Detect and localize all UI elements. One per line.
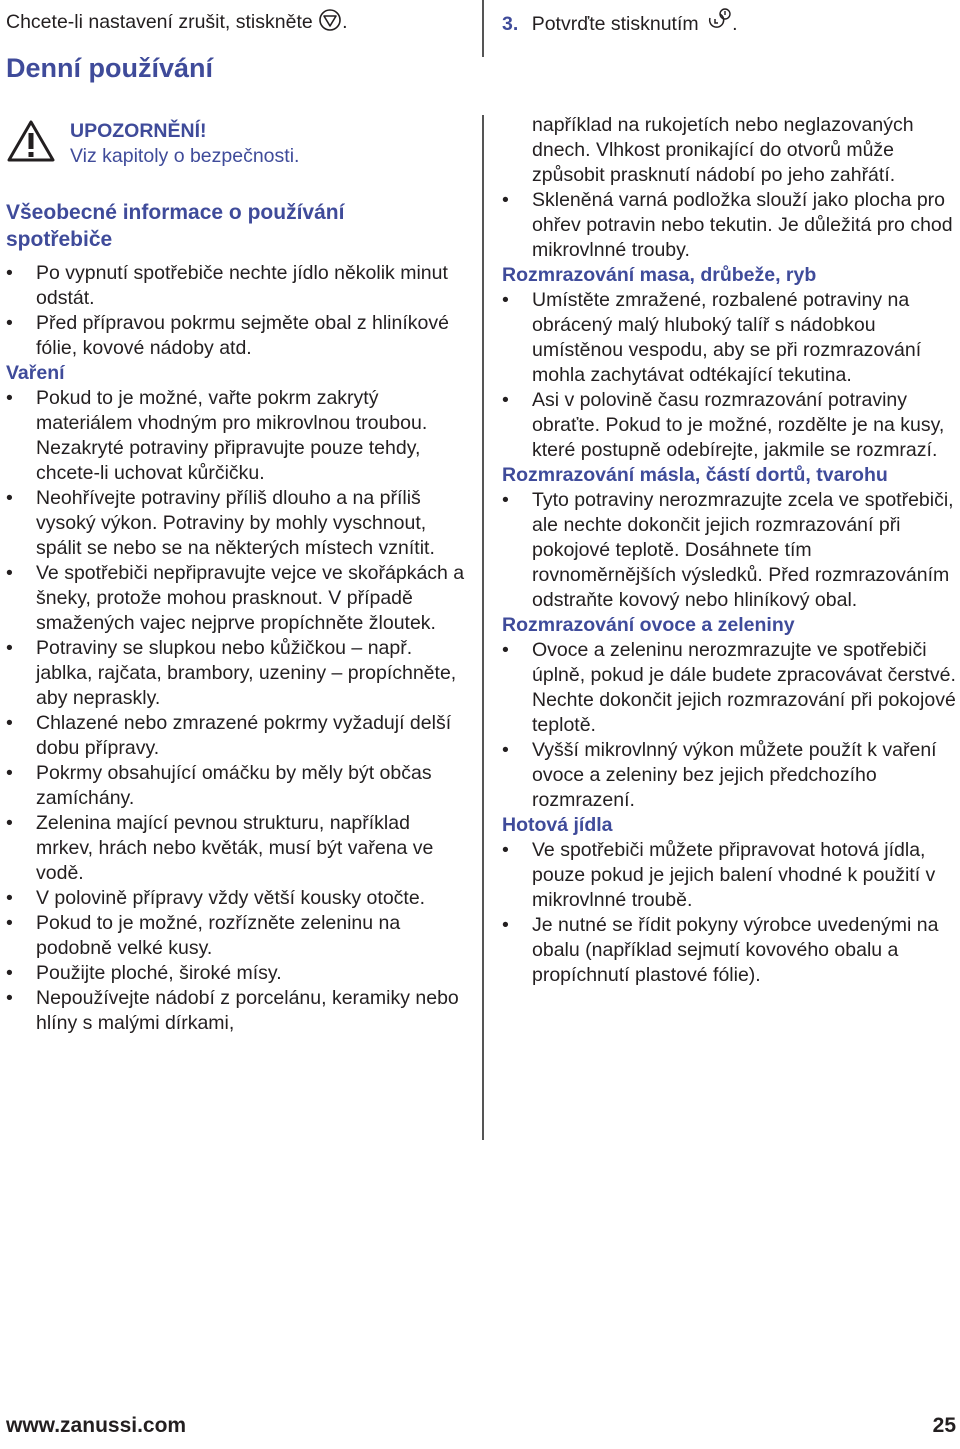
heading-defrost-butter: Rozmrazování másla, částí dortů, tvarohu [502,464,888,486]
list-item: • Po vypnutí spotřebiče nechte jídlo několik minut odstát. [6,261,468,311]
warning-text: Viz kapitoly o bezpečnosti. [70,145,300,167]
heading-defrost-meat: Rozmrazování masa, drůbeže, ryb [502,264,817,286]
column-divider [482,115,484,1140]
page-number: 25 [932,1414,956,1437]
continuation-text: například na rukojetích nebo neglazovaných dnech. Vlhkost pronikající do otvorů může způsobit prasknutí nádobí po jeho zahřátí. [532,114,914,186]
cooking-list [6,386,468,1036]
heading-cooking: Vaření [6,362,65,384]
list-item: • Vyšší mikrovlnný výkon můžete použít k vaření ovoce a zeleniny bez jejich předchozího rozmrazení. [502,738,960,813]
heading-ready-meals: Hotová jídla [502,814,613,836]
heading-defrost-fruit: Rozmrazování ovoce a zeleniny [502,614,795,636]
list-item: • Neohřívejte potraviny příliš dlouho a na příliš vysoký výkon. Potraviny by mohly vyschnout, spálit se nebo se na některých místech vznítit. [6,486,468,561]
left-column [6,199,468,1036]
list-item: • Je nutné se řídit pokyny výrobce uvedenými na obalu (například sejmutí kovového obalu a propíchnutí plastové fólie). [502,913,960,988]
list-item: • Použijte ploché, široké mísy. [6,961,468,986]
step-number: 3. [502,13,519,35]
list-item: • Umístěte zmražené, rozbalené potraviny na obrácený malý hluboký talíř s nádobkou umístěnou vespodu, aby se při rozmrazování mohla zachytávat odtékající tekutina. [502,288,960,388]
punctuation: . [342,11,348,33]
list-item: • Zelenina mající pevnou strukturu, například mrkev, hrách nebo květák, musí být vařena ve vodě. [6,811,468,886]
stop-triangle-circle-icon [318,8,342,39]
page-footer [6,1414,956,1446]
cancel-instruction: Chcete-li nastavení zrušit, stiskněte [6,11,313,33]
list-item: • Pokud to je možné, vařte pokrm zakrytý materiálem vhodným pro mikrovlnou troubou. Nezakryté potraviny připravujte pouze tehdy, chcete-li uchovat kůrčičku. [6,386,468,486]
top-divider [482,0,484,57]
top-left-line [6,8,476,39]
list-item: • Ve spotřebiči nepřipravujte vejce ve skořápkách a šneky, protože mohou prasknout. V případě smažených vajec nejprve propíchněte žloutek. [6,561,468,636]
list-item: • Skleněná varná podložka slouží jako plocha pro ohřev potravin nebo tekutin. Je důležitá pro chod mikrovlnné trouby. [502,188,960,263]
footer-url[interactable]: www.zanussi.com [6,1414,187,1437]
butter-list [502,488,960,613]
clock-confirm-icon [704,8,732,41]
list-item: • Ve spotřebiči můžete připravovat hotová jídla, pouze pokud je jejich balení vhodné k použití v mikrovlnné troubě. [502,838,960,913]
section-title: Denní používání [6,53,214,83]
list-item: • Asi v polovině času rozmrazování potraviny obraťte. Pokud to je možné, rozdělte je na kusy, které postupně odebírejte, jakmile se rozmrazí. [502,388,960,463]
list-item: • Ovoce a zeleninu nerozmrazujte ve spotřebiči úplně, pokud je dále budete zpracovávat čerstvé. Nechte dokončit jejich rozmrazování při pokojové teplotě. [502,638,960,738]
list-item: • Pokrmy obsahující omáčku by měly být občas zamíchány. [6,761,468,811]
general-list [6,261,468,361]
list-item: • Chlazené nebo zmrazené pokrmy vyžadují delší dobu přípravy. [6,711,468,761]
list-item: • Pokud to je možné, rozřízněte zeleninu na podobně velké kusy. [6,911,468,961]
heading-general-use: Všeobecné informace o používání spotřebiče [6,201,345,251]
list-item: • V polovině přípravy vždy větší kousky otočte. [6,886,468,911]
list-item: • Před přípravou pokrmu sejměte obal z hliníkové fólie, kovové nádoby atd. [6,311,468,361]
glass-list [502,188,960,263]
ready-list [502,838,960,988]
top-right-line [502,8,952,41]
list-item: • Potraviny se slupkou nebo kůžičkou – např. jablka, rajčata, brambory, uzeniny – propíchněte, aby nepraskly. [6,636,468,711]
list-item: • Tyto potraviny nerozmrazujte zcela ve spotřebiči, ale nechte dokončit jejich rozmrazování při pokojové teplotě. Dosáhnete tím rovnoměrnějších výsledků. Před rozmrazováním odstraňte kovový nebo hliníkový obal. [502,488,960,613]
right-column [502,113,960,988]
list-item: • Nepoužívejte nádobí z porcelánu, keramiky nebo hlíny s malými dírkami, [6,986,468,1036]
warning-title: UPOZORNĚNÍ! [70,120,207,142]
warning-triangle-icon [6,119,56,168]
meat-list [502,288,960,463]
punctuation: . [732,13,738,35]
confirm-instruction: Potvrďte stisknutím [531,13,699,35]
fruit-list [502,638,960,813]
